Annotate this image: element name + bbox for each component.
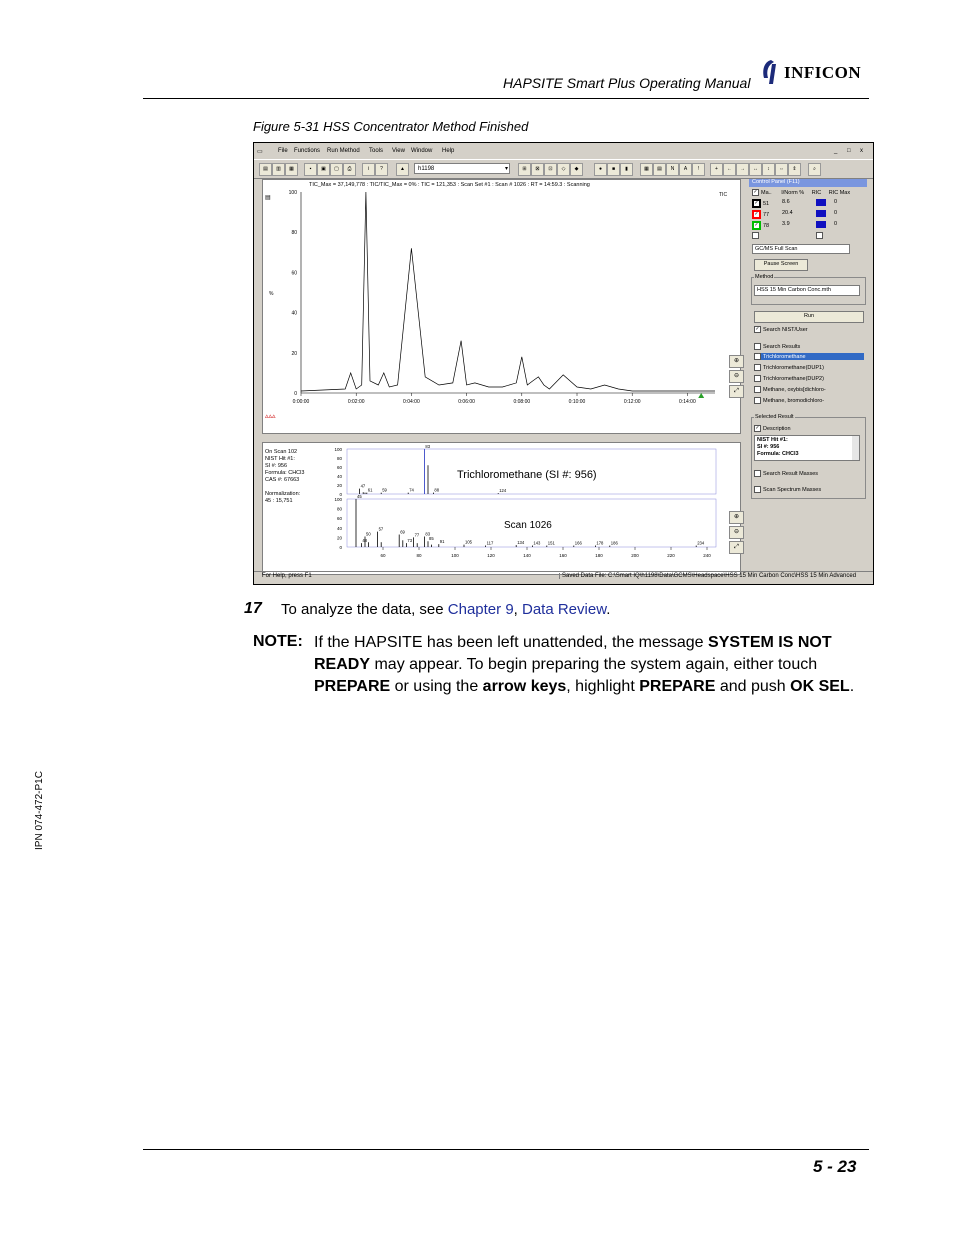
ric-checkbox[interactable]: [816, 221, 826, 228]
search-nist-checkbox[interactable]: [754, 326, 808, 333]
mass-row[interactable]: [752, 221, 838, 230]
tic-info: TIC_Max = 37,149,778 : TIC/TIC_Max = 0% : TIC = 121,353 : Scan Set #1 : Scan # 1026 : RT = 14:59.3 : Scanning: [309, 182, 590, 188]
menu-help[interactable]: Help: [442, 148, 455, 154]
step-number: 17: [244, 600, 262, 617]
ric-max-value: 0: [834, 221, 838, 227]
menu-bar: [254, 147, 873, 157]
app-icon: ▭: [257, 149, 263, 155]
lib-y-tick-label: 0: [339, 492, 342, 497]
spec-zoom-in-icon[interactable]: ⊕: [729, 511, 744, 524]
info-icon[interactable]: i: [362, 163, 375, 176]
y-tick-label: 100: [288, 190, 297, 196]
arrow-right-icon[interactable]: →: [736, 163, 749, 176]
spec-info-line: NIST Hit #1:: [265, 456, 295, 462]
search-result-masses-label: Search Result Masses: [763, 470, 819, 477]
report-icon[interactable]: ▣: [317, 163, 330, 176]
description-label: Description: [763, 425, 791, 432]
scan-peak-label: 77: [414, 532, 420, 538]
spec-info-line: CAS #: 67663: [265, 477, 300, 483]
result-label: Trichloromethane(DUP2): [763, 375, 824, 382]
tic-chart[interactable]: [263, 180, 740, 433]
manual-title: HAPSITE Smart Plus Operating Manual: [503, 75, 751, 91]
note-text: may appear. To begin preparing the system again, either touch: [370, 656, 818, 673]
tic-chromatogram-pane: [262, 179, 741, 434]
result-label: Methane, oxybis[dichloro-: [763, 386, 826, 393]
status-bar: [254, 571, 873, 582]
scan-spectrum-masses-label: Scan Spectrum Masses: [763, 486, 822, 493]
lib-peak-label: 83: [425, 444, 431, 449]
checkbox[interactable]: [754, 486, 761, 493]
tool-d-icon[interactable]: ◇: [557, 163, 570, 176]
run-button[interactable]: Run: [754, 311, 864, 323]
lib-peak-label: 74: [409, 487, 414, 493]
toolbar: [254, 159, 873, 179]
x-tick-label: 240: [703, 553, 711, 558]
shrink-v-icon[interactable]: ⇕: [788, 163, 801, 176]
lib-y-tick-label: 60: [336, 465, 342, 470]
shrink-h-icon[interactable]: ⇔: [775, 163, 788, 176]
mass-table-header: [752, 189, 850, 196]
mass-color-swatch[interactable]: ✓: [752, 199, 761, 208]
scan-peak-label: 85: [429, 536, 434, 542]
x-tick-label: 0:04:00: [403, 399, 420, 405]
open-icon[interactable]: ▥: [272, 163, 285, 176]
lib-y-tick-label: 100: [334, 447, 342, 452]
ric-checkbox[interactable]: [816, 210, 826, 217]
file-icon[interactable]: +: [710, 163, 723, 176]
chapter-9-link[interactable]: Chapter 9: [447, 601, 514, 618]
lib-peak-label: 59: [382, 487, 387, 493]
result-label: Trichloromethane(DUP1): [763, 364, 824, 371]
open-folder-icon[interactable]: ▦: [285, 163, 298, 176]
method-label: Method: [755, 274, 774, 280]
scan-peak-label: 178: [596, 540, 604, 546]
scan-y-tick-label: 20: [336, 535, 342, 541]
figure-caption: Figure 5-31 HSS Concentrator Method Finished: [253, 119, 529, 134]
page-number: 5 - 23: [813, 1157, 857, 1176]
scan-peak-label: 50: [366, 531, 371, 537]
checkbox[interactable]: [754, 343, 761, 350]
combo-value: h1198: [418, 166, 435, 172]
result-item[interactable]: [754, 375, 824, 382]
maximize-button[interactable]: □: [847, 148, 851, 154]
scan-peak-label: 73: [407, 538, 413, 544]
result-item[interactable]: [754, 386, 826, 393]
table-icon[interactable]: ▤: [653, 163, 666, 176]
arrow-left-icon[interactable]: ←: [723, 163, 736, 176]
tool-c-icon[interactable]: ⊡: [544, 163, 557, 176]
chevron-down-icon: ▾: [504, 166, 508, 172]
ric-max-value: 0: [834, 210, 838, 216]
scrollbar[interactable]: [852, 436, 859, 460]
result-item[interactable]: [754, 353, 864, 360]
cursor-marker-icon: [698, 393, 704, 398]
x-tick-label: 0:08:00: [513, 399, 531, 405]
scan-title: Scan 1026: [504, 520, 552, 531]
mode-field[interactable]: GC/MS Full Scan: [752, 244, 850, 254]
stop-icon[interactable]: ■: [607, 163, 620, 176]
mass-row[interactable]: [752, 210, 838, 219]
result-item[interactable]: [754, 364, 824, 371]
checkbox[interactable]: [754, 386, 761, 393]
menu-run-method[interactable]: Run Method: [327, 148, 360, 154]
tool-b-icon[interactable]: ⊠: [531, 163, 544, 176]
mass-color-swatch[interactable]: ✓: [752, 221, 761, 230]
note-text: , highlight: [566, 678, 640, 695]
tic-label: TIC: [719, 192, 728, 198]
mass-value: 51: [763, 200, 770, 207]
x-tick-label: 120: [487, 553, 495, 558]
note-label: NOTE:: [253, 633, 303, 650]
mass-color-swatch[interactable]: ✓: [752, 210, 761, 219]
scan-peak-label: 166: [574, 540, 582, 546]
lib-y-tick-label: 40: [336, 474, 342, 479]
ipn-side-text: IPN 074-472-P1C: [34, 771, 45, 850]
control-panel: [749, 179, 867, 573]
save-icon[interactable]: ▪: [304, 163, 317, 176]
inficon-logo-icon: [760, 58, 782, 86]
y-tick-label: 20: [291, 350, 297, 357]
flag-icon[interactable]: !: [692, 163, 705, 176]
scan-peak-label: 151: [547, 540, 555, 546]
traffic-light-icon[interactable]: ●: [594, 163, 607, 176]
scan-peak-label: 105: [465, 539, 472, 545]
selected-line: NIST Hit #1:: [757, 437, 788, 443]
x-tick-label: 220: [667, 553, 675, 558]
spec-info-line: On Scan 102: [265, 449, 298, 455]
scan-y-tick-label: 100: [334, 497, 342, 502]
note-bold: arrow keys: [482, 678, 567, 695]
lib-peak-label: 47: [360, 483, 366, 489]
checkbox[interactable]: ✓: [755, 425, 760, 431]
menu-tools[interactable]: Tools: [369, 148, 384, 154]
scan-peak-label: 83: [425, 531, 431, 537]
col-ric-max: RIC Max: [828, 189, 851, 196]
lock-icon[interactable]: ▮: [620, 163, 633, 176]
scan-peak-label: 45: [357, 494, 362, 499]
scan-y-tick-label: 0: [339, 545, 342, 550]
note-bold: PREPARE: [639, 678, 716, 695]
empty-ric-checkbox[interactable]: [816, 232, 823, 239]
result-item[interactable]: [754, 397, 824, 404]
menu-file[interactable]: File: [278, 148, 288, 154]
tool-a-icon[interactable]: ⊞: [518, 163, 531, 176]
col-norm: I/Norm %: [781, 189, 805, 196]
expand-h-icon[interactable]: ↔: [749, 163, 762, 176]
spectrum-chart[interactable]: [263, 443, 740, 574]
x-tick-label: 200: [631, 553, 639, 558]
ric-checkbox[interactable]: [816, 199, 826, 206]
menu-window[interactable]: Window: [411, 148, 433, 154]
scan-peak-label: 186: [610, 540, 618, 546]
note-bold: SYSTEM IS NOT READY: [314, 634, 832, 673]
zoom-fit-icon[interactable]: ⤢: [729, 385, 744, 398]
scan-peak-label: 234: [697, 540, 705, 546]
col-ric: RIC: [811, 189, 822, 196]
x-tick-label: 80: [416, 553, 422, 558]
x-tick-label: 100: [451, 553, 459, 558]
y-tick-label: 0: [294, 391, 297, 397]
x-tick-label: 140: [523, 553, 531, 558]
export-icon[interactable]: ▢: [330, 163, 343, 176]
y-axis-label: %: [269, 291, 274, 297]
expand-v-icon[interactable]: ↕: [762, 163, 775, 176]
note-body: [314, 632, 874, 698]
search-results-toggle[interactable]: [754, 343, 800, 350]
scan-y-tick-label: 40: [336, 525, 342, 531]
zoom-reset-icon[interactable]: ⌕: [808, 163, 821, 176]
y-tick-label: 60: [291, 270, 297, 277]
lib-peak-label: 88: [434, 487, 440, 493]
status-right: Saved Data File: C:\Smart IQ\h1198\Data\GCMS\Headspace\HSS 15 Min Carbon Conc\HSS 15 Min Advanced: [559, 573, 856, 579]
tool-e-icon[interactable]: ◆: [570, 163, 583, 176]
spec-info-line: Formula: CHCl3: [265, 470, 305, 476]
x-tick-label: 160: [559, 553, 567, 558]
empty-checkbox[interactable]: [752, 232, 759, 239]
app-screenshot: [253, 142, 874, 585]
norm-value: 20.4: [782, 210, 793, 216]
note-text: or using the: [390, 678, 483, 695]
search-results-label: Search Results: [763, 343, 801, 350]
x-tick-label: 60: [380, 553, 386, 558]
checkbox[interactable]: [754, 375, 761, 382]
x-tick-label: 0:12:00: [623, 399, 641, 405]
spec-zoom-out-icon[interactable]: ⊖: [729, 526, 744, 539]
scan-peak-label: 91: [439, 539, 445, 545]
method-field[interactable]: HSS 15 Min Carbon Conc.mth: [754, 285, 860, 296]
checkbox[interactable]: [754, 364, 761, 371]
x-tick-label: 0:02:00: [347, 399, 365, 405]
step-lead: To analyze the data, see: [281, 601, 448, 618]
scan-peak-label: 134: [517, 540, 525, 546]
lib-y-tick-label: 80: [336, 456, 342, 461]
mass-row-empty[interactable]: [752, 232, 761, 239]
mass-value: 78: [763, 222, 770, 229]
step-sep: ,: [513, 601, 522, 618]
scan-spectrum-masses-toggle[interactable]: [754, 486, 821, 493]
step-end: .: [606, 601, 611, 618]
nist-icon[interactable]: N: [666, 163, 679, 176]
mass-row[interactable]: [752, 199, 838, 208]
note-bold: PREPARE: [314, 678, 391, 695]
spec-info-line: Normalization:: [265, 491, 301, 497]
mass-value: 77: [763, 211, 770, 218]
note-text: If the HAPSITE has been left unattended, the message: [314, 634, 709, 651]
data-review-link[interactable]: Data Review: [522, 601, 607, 618]
note-text: .: [849, 678, 855, 695]
zoom-in-icon[interactable]: ⊕: [729, 355, 744, 368]
checkbox[interactable]: [754, 470, 761, 477]
x-tick-label: 0:00:00: [292, 399, 310, 405]
note-text: and push: [715, 678, 791, 695]
peak-markers-icon: ▵▵▵: [265, 413, 276, 420]
scan-peak-label: 117: [486, 540, 494, 546]
spectrum-title: Trichloromethane (SI #: 956): [457, 469, 597, 481]
scan-peak-label: 143: [533, 540, 541, 546]
menu-view[interactable]: View: [392, 148, 405, 154]
chart-icon[interactable]: ▲: [396, 163, 409, 176]
description-toggle[interactable]: [754, 425, 791, 432]
footer-rule: [143, 1149, 869, 1150]
logo-text: INFICON: [784, 63, 862, 82]
y-tick-label: 80: [291, 230, 297, 237]
control-panel-title: Control Panel (F11): [749, 179, 867, 187]
result-label: Methane, bromodichloro-: [763, 397, 825, 404]
scan-peak-label: 57: [378, 526, 384, 532]
checkbox[interactable]: ✓: [755, 353, 760, 359]
scan-peak-label: 69: [400, 529, 405, 535]
mass-spectrum-pane: [262, 442, 741, 575]
result-label: Trichloromethane: [763, 353, 806, 360]
search-result-masses-toggle[interactable]: [754, 470, 818, 477]
zoom-out-icon[interactable]: ⊖: [729, 370, 744, 383]
grid-icon[interactable]: ▦: [640, 163, 653, 176]
minimize-button[interactable]: _: [834, 148, 838, 154]
checkbox[interactable]: [754, 397, 761, 404]
spec-info-line: 45 : 15,751: [265, 498, 293, 504]
lib-peak-label: 124: [499, 488, 507, 494]
menu-functions[interactable]: Functions: [294, 148, 321, 154]
spectrum-icon[interactable]: A: [679, 163, 692, 176]
step-text: [281, 601, 610, 618]
x-tick-label: 180: [595, 553, 603, 558]
note-bold: OK SEL: [790, 678, 850, 695]
search-nist-label: Search NIST/User: [763, 326, 808, 333]
header-rule: [143, 98, 869, 99]
norm-value: 8.6: [782, 199, 790, 205]
lib-y-tick-label: 20: [336, 483, 342, 488]
spec-info-line: SI #: 956: [265, 463, 288, 469]
x-tick-label: 0:14:00: [679, 399, 696, 405]
selected-line: Formula: CHCl3: [757, 451, 799, 457]
scan-peak-label: 48: [362, 538, 368, 544]
close-button[interactable]: x: [860, 148, 863, 154]
y-tick-label: 40: [291, 310, 297, 317]
selected-result-label: Selected Result: [755, 414, 794, 420]
scan-y-tick-label: 80: [336, 506, 342, 512]
lib-peak-label: 61: [367, 487, 373, 493]
selected-line: SI #: 956: [757, 444, 780, 450]
x-tick-label: 0:10:00: [568, 399, 586, 405]
status-left: For Help, press F1: [262, 573, 312, 579]
inficon-logo: [760, 58, 872, 86]
pane-icon: ▤: [265, 195, 271, 201]
header-checkbox[interactable]: ✓: [753, 189, 758, 195]
selected-result-box[interactable]: [754, 435, 860, 461]
spec-zoom-fit-icon[interactable]: ⤢: [729, 541, 744, 554]
ric-max-value: 0: [834, 199, 838, 205]
help-icon[interactable]: ?: [375, 163, 388, 176]
scan-y-tick-label: 60: [336, 516, 342, 522]
norm-value: 3.9: [782, 221, 790, 227]
print-icon[interactable]: ⎙: [343, 163, 356, 176]
x-tick-label: 0:06:00: [458, 399, 475, 405]
checkbox[interactable]: ✓: [755, 326, 760, 332]
pause-screen-button[interactable]: Pause Screen: [754, 259, 808, 271]
new-icon[interactable]: ▤: [259, 163, 272, 176]
data-file-combo[interactable]: [414, 163, 510, 174]
tic-series-line: [301, 192, 715, 391]
col-mass: Ma..: [761, 189, 772, 196]
